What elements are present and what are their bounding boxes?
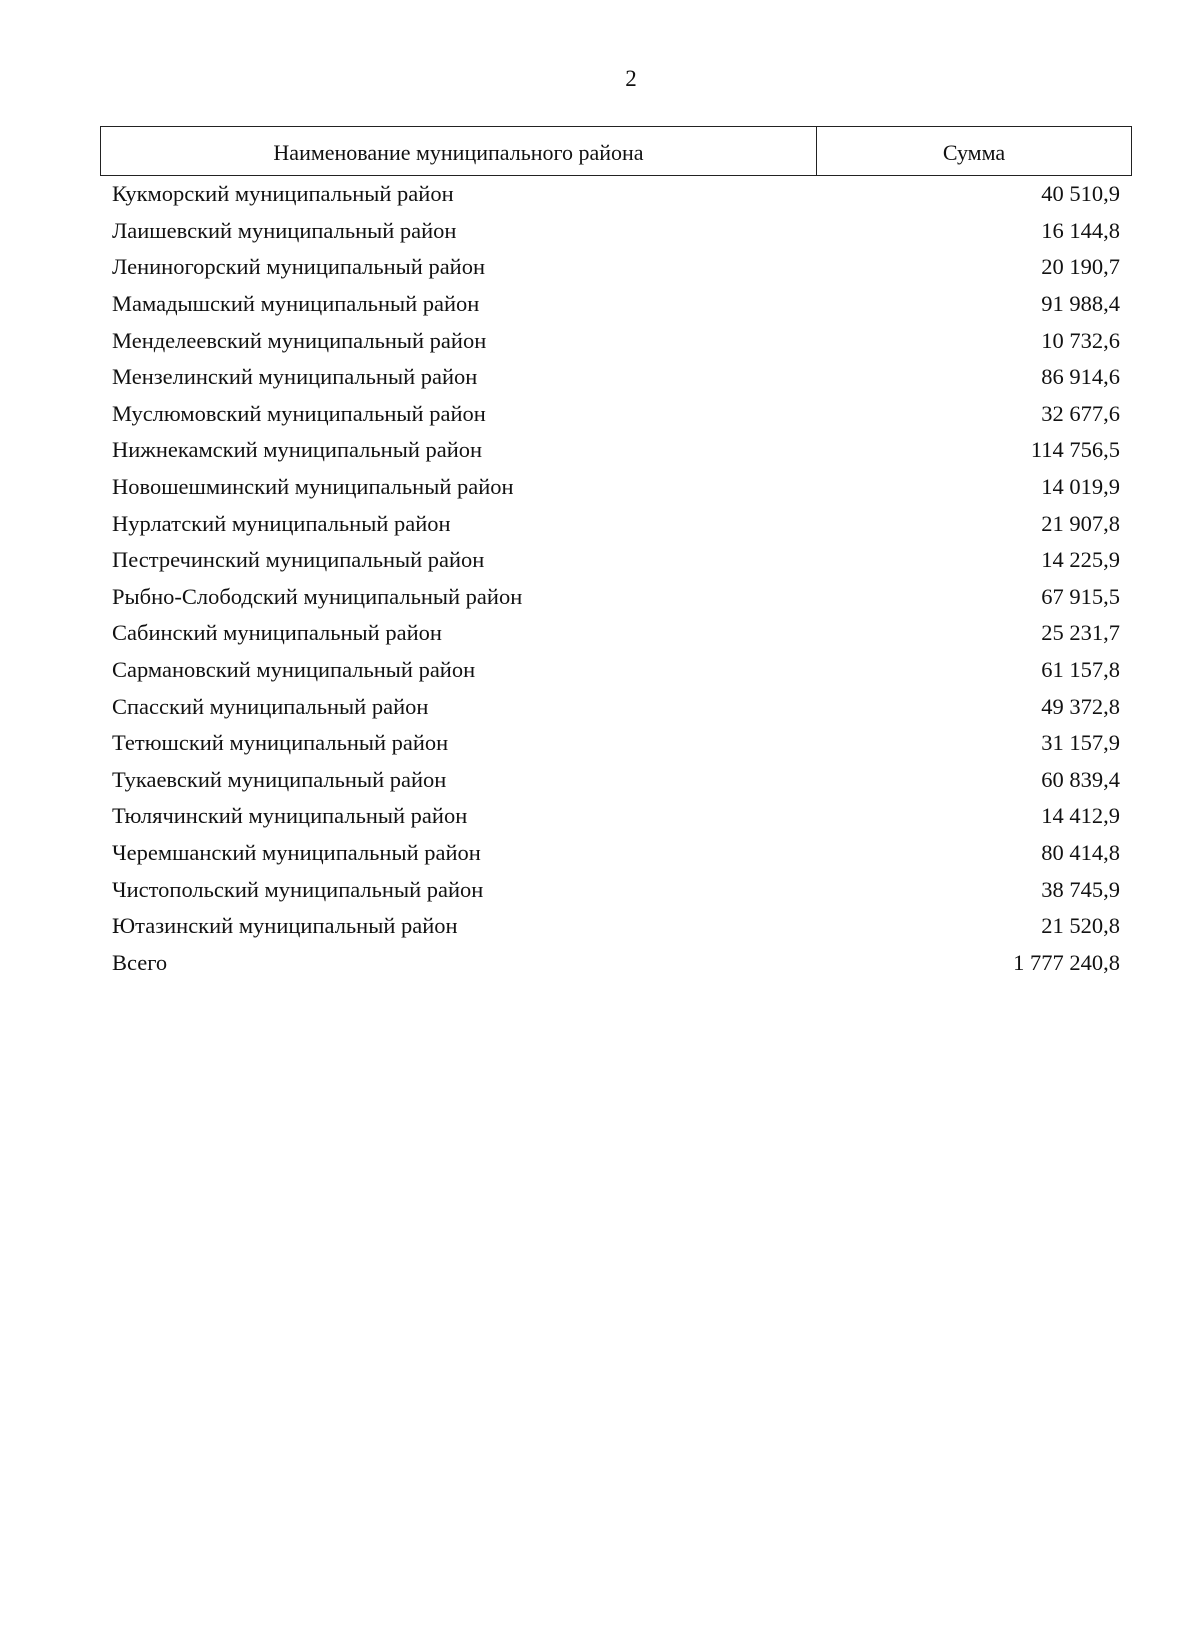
district-name: Сабинский муниципальный район <box>112 620 442 646</box>
district-name: Тукаевский муниципальный район <box>112 766 447 792</box>
district-name: Менделеевский муниципальный район <box>112 327 487 353</box>
table-row <box>100 798 1132 835</box>
table-row <box>100 396 1132 433</box>
district-sum: 32 677,6 <box>1041 400 1120 426</box>
table-row <box>100 908 1132 945</box>
table-row <box>100 615 1132 652</box>
table-row <box>100 688 1132 725</box>
district-name: Ютазинский муниципальный район <box>112 913 458 939</box>
district-name: Муслюмовский муниципальный район <box>112 400 486 426</box>
table-row <box>100 359 1132 396</box>
table-row <box>100 762 1132 799</box>
district-sum: 14 019,9 <box>1041 474 1120 500</box>
table-row <box>100 652 1132 689</box>
table-row <box>100 176 1132 213</box>
district-sum: 14 412,9 <box>1041 803 1120 829</box>
district-sum: 49 372,8 <box>1041 693 1120 719</box>
district-name: Лаишевский муниципальный район <box>112 217 457 243</box>
district-name: Чистопольский муниципальный район <box>112 876 484 902</box>
district-sum: 114 756,5 <box>1030 437 1120 463</box>
district-name: Тюлячинский муниципальный район <box>112 803 468 829</box>
district-sum: 91 988,4 <box>1041 291 1120 317</box>
district-sum: 38 745,9 <box>1041 876 1120 902</box>
district-name: Черемшанский муниципальный район <box>112 839 481 865</box>
table-header <box>100 126 1132 176</box>
district-sum: 31 157,9 <box>1041 730 1120 756</box>
district-name: Пестречинский муниципальный район <box>112 547 485 573</box>
district-sum: 16 144,8 <box>1041 217 1120 243</box>
table-row <box>100 542 1132 579</box>
table-row <box>100 286 1132 323</box>
district-sum: 20 190,7 <box>1041 254 1120 280</box>
table-body <box>100 176 1132 981</box>
district-name: Мамадышский муниципальный район <box>112 291 480 317</box>
table-row <box>100 213 1132 250</box>
total-row <box>100 944 1132 981</box>
table-row <box>100 322 1132 359</box>
district-sum: 14 225,9 <box>1041 547 1120 573</box>
district-sum: 86 914,6 <box>1041 364 1120 390</box>
table-row <box>100 249 1132 286</box>
district-name: Нурлатский муниципальный район <box>112 510 451 536</box>
district-name: Лениногорский муниципальный район <box>112 254 486 280</box>
header-district-name: Наименование муниципального района <box>101 127 817 175</box>
district-name: Мензелинский муниципальный район <box>112 364 478 390</box>
table-row <box>100 835 1132 872</box>
district-name: Новошешминский муниципальный район <box>112 474 514 500</box>
district-name: Сармановский муниципальный район <box>112 657 476 683</box>
district-sum: 10 732,6 <box>1041 327 1120 353</box>
district-sum: 40 510,9 <box>1041 181 1120 207</box>
district-sum: 67 915,5 <box>1041 583 1120 609</box>
district-sum: 21 907,8 <box>1041 510 1120 536</box>
district-sum: 21 520,8 <box>1041 913 1120 939</box>
total-label: Всего <box>112 949 168 975</box>
table-row <box>100 579 1132 616</box>
table-row <box>100 432 1132 469</box>
header-sum: Сумма <box>942 140 1006 165</box>
district-sum: 61 157,8 <box>1041 657 1120 683</box>
table-row <box>100 505 1132 542</box>
district-name: Кукморский муниципальный район <box>112 181 454 207</box>
table-row <box>100 871 1132 908</box>
district-name: Тетюшский муниципальный район <box>112 730 449 756</box>
page-number: 2 <box>625 66 637 91</box>
district-sum: 25 231,7 <box>1041 620 1120 646</box>
total-sum: 1 777 240,8 <box>1013 949 1120 975</box>
district-name: Рыбно-Слободский муниципальный район <box>112 583 523 609</box>
district-sum: 80 414,8 <box>1041 839 1120 865</box>
table-row <box>100 725 1132 762</box>
district-name: Спасский муниципальный район <box>112 693 429 719</box>
district-name: Нижнекамский муниципальный район <box>112 437 483 463</box>
district-sum: 60 839,4 <box>1041 766 1120 792</box>
table-row <box>100 469 1132 506</box>
